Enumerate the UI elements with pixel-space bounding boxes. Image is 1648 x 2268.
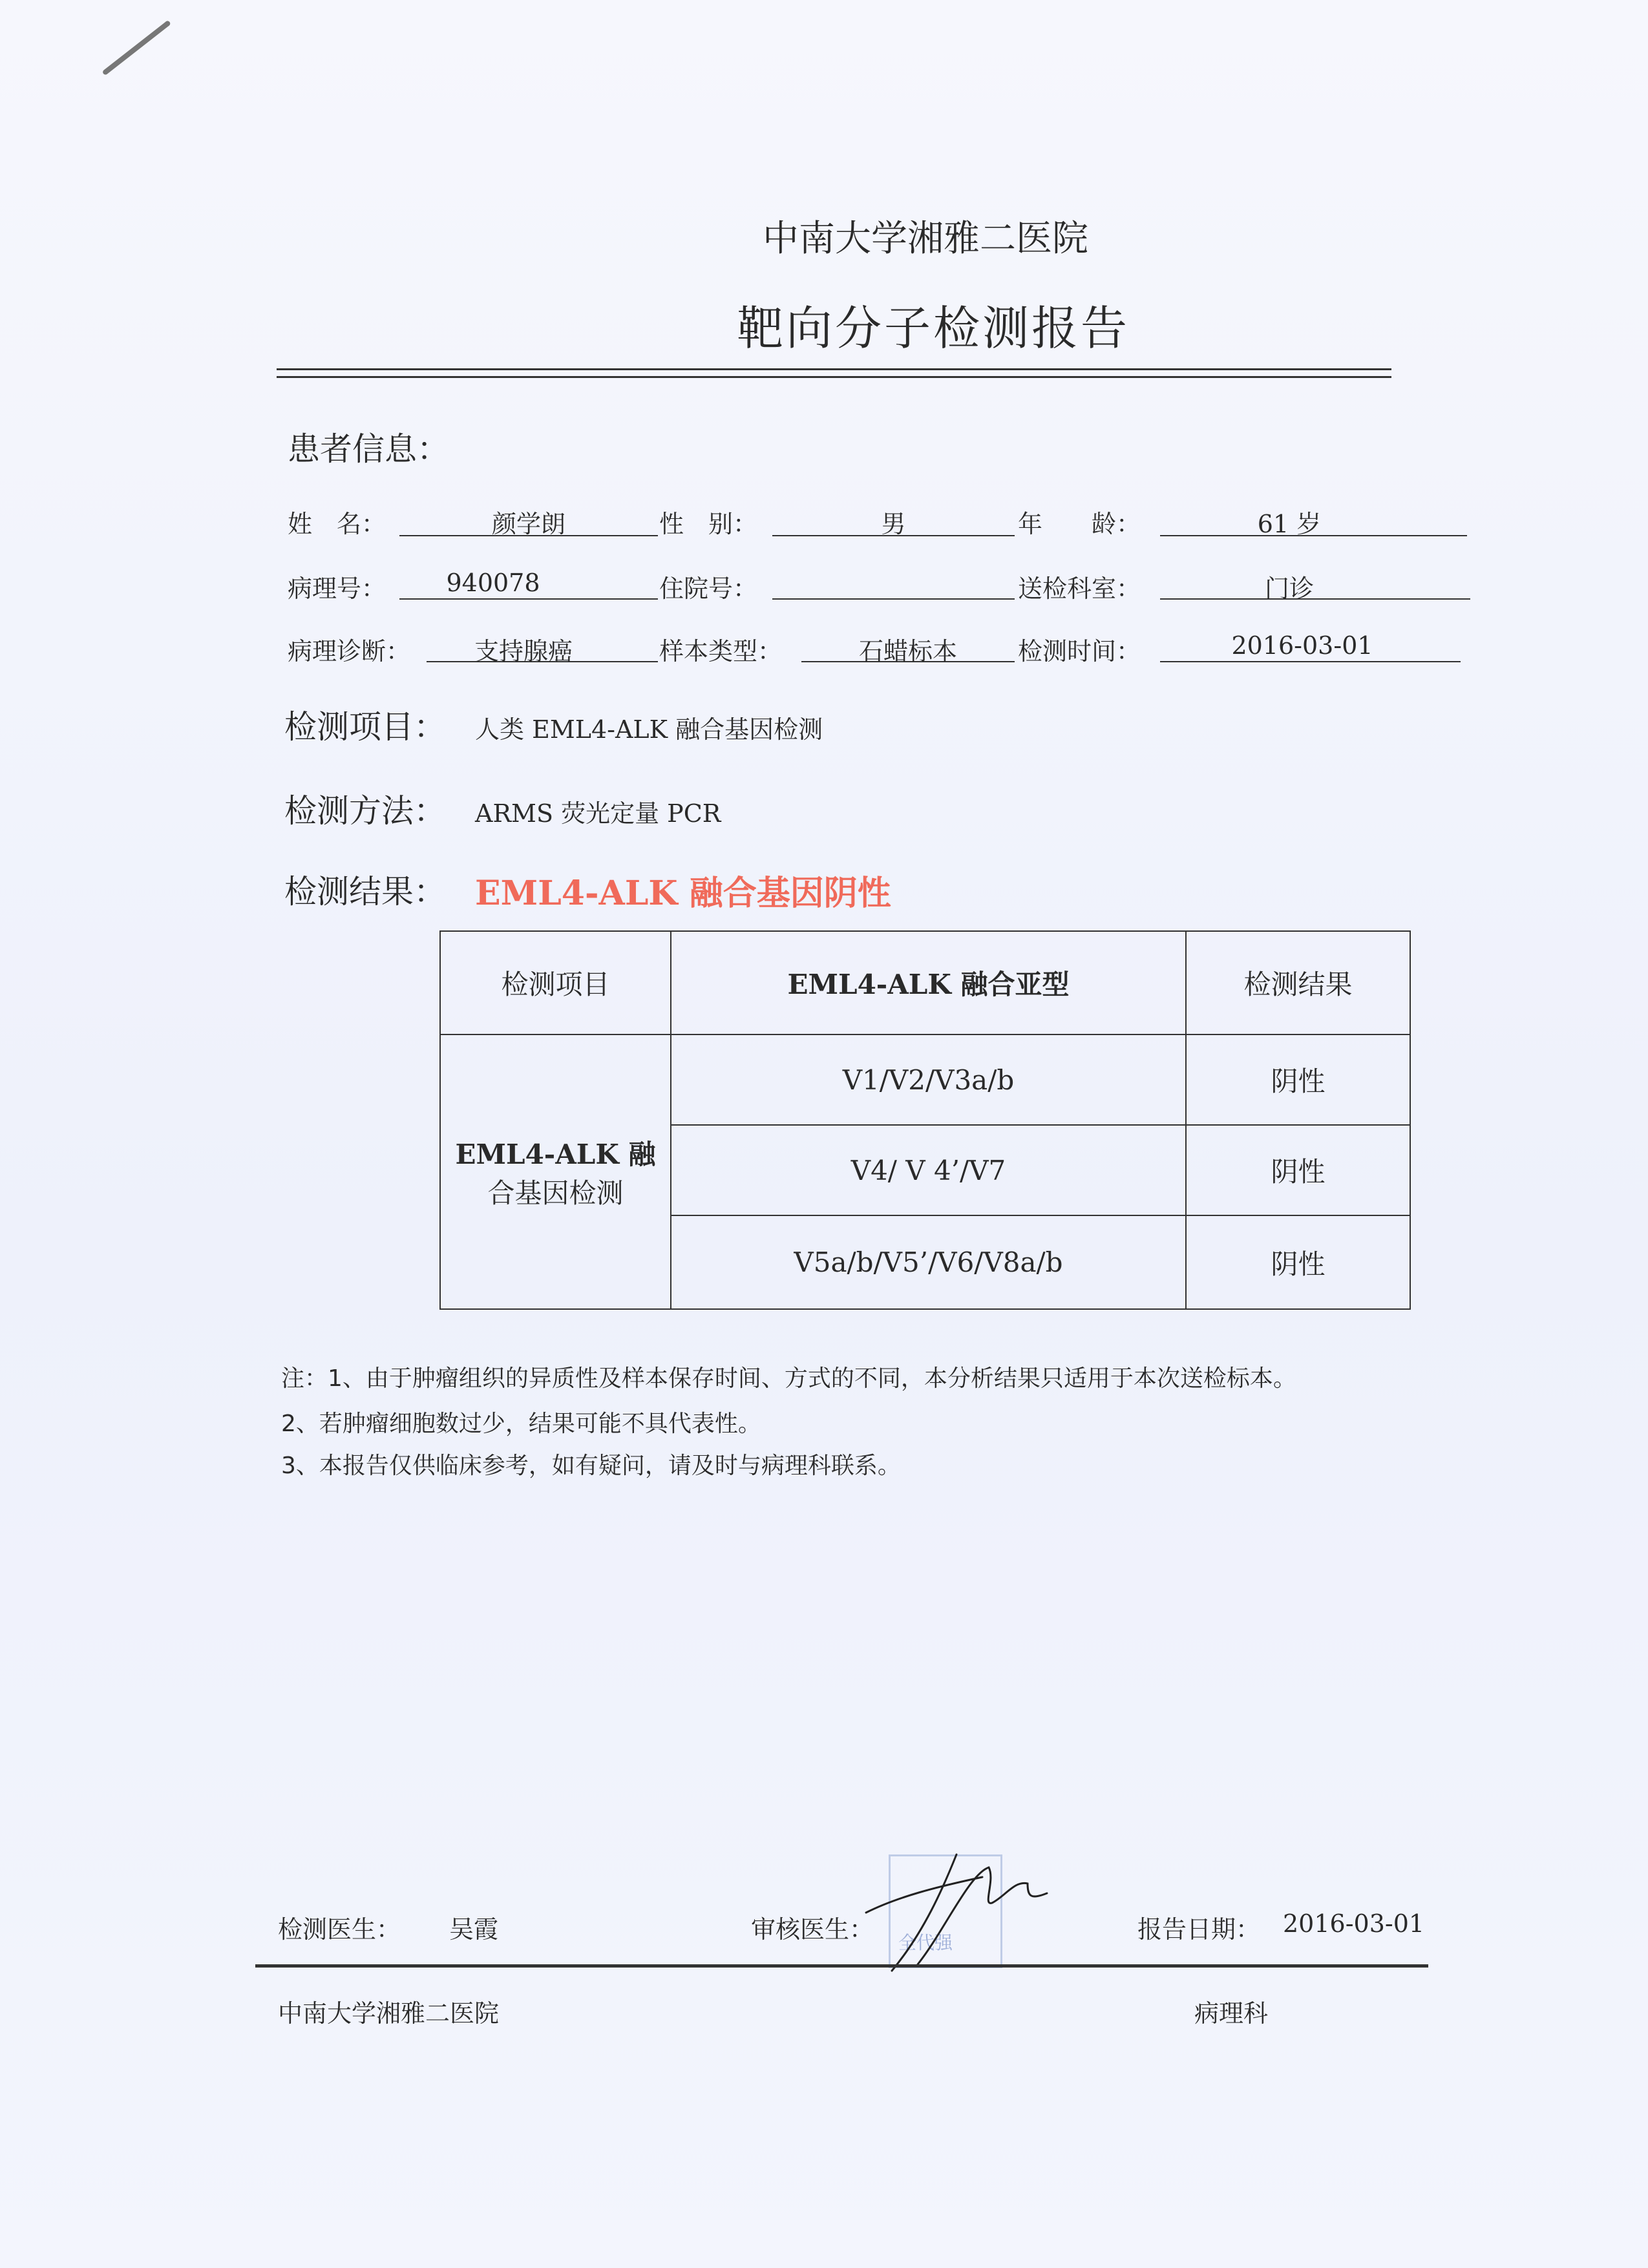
- test-item: 人类 EML4-ALK 融合基因检测: [475, 715, 823, 744]
- dept-label: 送检科室：: [1018, 574, 1141, 603]
- sex-label: 性 别：: [659, 510, 758, 538]
- header-subtype: EML4-ALK 融合亚型: [671, 931, 1186, 1034]
- report-date: 2016-03-01: [1283, 1909, 1425, 1938]
- test-method: ARMS 荧光定量 PCR: [475, 799, 721, 828]
- footer-hospital: 中南大学湘雅二医院: [278, 1999, 500, 2028]
- title-rule-bottom: [277, 376, 1391, 378]
- report-title: 靶向分子检测报告: [737, 301, 1130, 355]
- result-cell: 阴性: [1186, 1034, 1410, 1125]
- test-result-label: 检测结果：: [284, 873, 446, 910]
- table-header-row: [440, 931, 1410, 1034]
- subtype-cell: V1/V2/V3a/b: [671, 1034, 1186, 1125]
- pathology-no-label: 病理号：: [288, 574, 386, 603]
- merged-test-item-cell: [440, 1034, 671, 1309]
- patient-info-heading: 患者信息：: [288, 430, 449, 468]
- patient-name: 颜学朗: [491, 510, 565, 538]
- dept: 门诊: [1264, 574, 1314, 603]
- subtype-cell: V5a/b/V5’/V6/V8a/b: [671, 1215, 1186, 1309]
- note-3: 3、本报告仅供临床参考，如有疑问，请及时与病理科联系。: [281, 1453, 901, 1479]
- title-rule-top: [277, 368, 1391, 370]
- name-label: 姓 名：: [288, 510, 386, 538]
- tester-label: 检测医生：: [278, 1915, 401, 1944]
- inpatient-no-label: 住院号：: [659, 574, 758, 603]
- patient-sex: 男: [881, 510, 906, 538]
- reviewer-signature: [853, 1835, 1060, 1984]
- pathology-no: 940078: [446, 569, 540, 597]
- report-date-label: 报告日期：: [1137, 1915, 1261, 1944]
- header-test-item: 检测项目: [440, 931, 671, 1034]
- subtype-cell: V4/ V 4’/V7: [671, 1125, 1186, 1215]
- note-2: 2、若肿瘤细胞数过少，结果可能不具代表性。: [281, 1411, 761, 1437]
- pathology-no-underline: [399, 598, 658, 600]
- table-row: [440, 1034, 1410, 1125]
- test-time: 2016-03-01: [1231, 631, 1373, 660]
- reviewer-label: 审核医生：: [751, 1915, 874, 1944]
- stamp-text: 全代强: [898, 1932, 953, 1953]
- sample-type: 石蜡标本: [858, 637, 957, 666]
- test-item-line1: EML4-ALK 融: [455, 1138, 656, 1170]
- diagnosis-label: 病理诊断：: [288, 637, 411, 666]
- staple-mark: [102, 20, 171, 76]
- test-time-label: 检测时间：: [1018, 637, 1141, 666]
- test-item-line2: 合基因检测: [487, 1177, 624, 1209]
- note-1: 注：1、由于肿瘤组织的异质性及样本保存时间、方式的不同，本分析结果只适用于本次送检标本。: [281, 1365, 1296, 1392]
- inpatient-no-underline: [772, 598, 1015, 600]
- result-cell: 阴性: [1186, 1215, 1410, 1309]
- result-cell: 阴性: [1186, 1125, 1410, 1215]
- patient-age: 61 岁: [1257, 510, 1322, 538]
- header-result: 检测结果: [1186, 931, 1410, 1034]
- tester-name: 吴霞: [449, 1915, 499, 1944]
- result-table: [439, 930, 1411, 1310]
- footer-rule: [255, 1964, 1428, 1968]
- age-label: 年 龄：: [1018, 510, 1141, 538]
- diagnosis: 支持腺癌: [474, 637, 573, 666]
- test-time-underline: [1160, 661, 1461, 662]
- test-method-label: 检测方法：: [284, 792, 446, 830]
- test-item-label: 检测项目：: [284, 708, 446, 746]
- footer-department: 病理科: [1194, 1999, 1269, 2028]
- hospital-name: 中南大学湘雅二医院: [763, 218, 1088, 260]
- sample-type-label: 样本类型：: [659, 637, 783, 666]
- test-result: EML4-ALK 融合基因阴性: [475, 874, 891, 913]
